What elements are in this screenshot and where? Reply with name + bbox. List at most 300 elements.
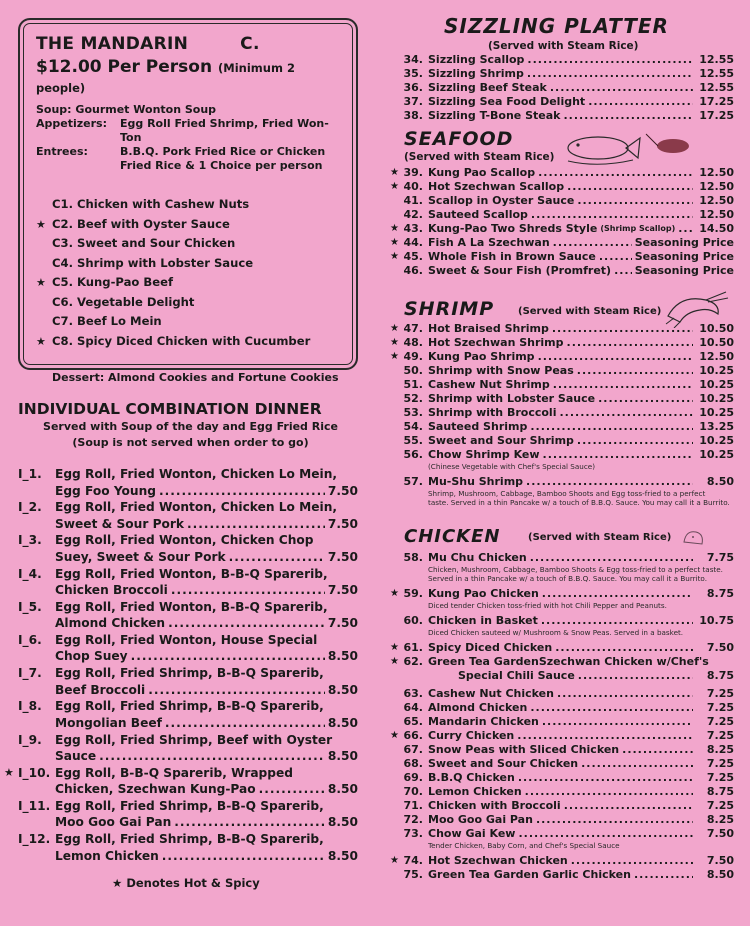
dot-leader [538, 166, 693, 180]
item-name: Mu-Shu Shrimp [428, 475, 524, 488]
item-price: 7.25 [706, 799, 734, 812]
combo-item [18, 532, 358, 565]
item-number-text: 56. [403, 448, 423, 461]
item-name: Green Tea Garden Garlic Chicken [428, 868, 631, 881]
item-price: 14.50 [699, 222, 734, 235]
dot-leader [530, 551, 693, 565]
combo-item [18, 831, 358, 864]
dot-leader [538, 350, 693, 364]
combo-number [18, 732, 42, 749]
dot-leader [543, 448, 693, 462]
dot-leader [530, 420, 693, 434]
combo-number [18, 532, 42, 549]
chicken-subtitle: (Served with Steam Rice) [528, 532, 672, 543]
item-price: 12.50 [699, 350, 734, 363]
item-name: Snow Peas with Sliced Chicken [428, 743, 620, 756]
item-number-text: 73. [403, 827, 423, 840]
item-price: 8.25 [706, 813, 734, 826]
dot-leader [678, 222, 693, 236]
chicken-menu-item [378, 757, 734, 771]
mandarin-choice-text: C8. Spicy Diced Chicken with Cucumber [52, 333, 311, 348]
item-price: 12.50 [699, 208, 734, 221]
combo-line-2 [55, 748, 358, 765]
item-name: Sauteed Scallop [428, 208, 528, 221]
combo-line-2 [55, 483, 358, 500]
combo-price: 7.50 [327, 516, 358, 531]
shrimp-menu-item [378, 392, 734, 406]
item-name: Hot Szechwan Chicken [428, 854, 568, 867]
item-note: (Shrimp Scallop) [600, 224, 676, 233]
item-number [378, 67, 428, 81]
item-name: Sweet and Sour Chicken [428, 757, 579, 770]
shrimp-menu-item [378, 378, 734, 392]
hot-spicy-star-icon: ★ [390, 855, 399, 866]
hot-spicy-star-icon: ★ [390, 730, 399, 741]
chicken-menu-item [378, 715, 734, 729]
mandarin-entrees-cont [36, 159, 346, 173]
item-name: Chicken in Basket [428, 614, 538, 627]
item-price: 10.25 [699, 406, 734, 419]
combo-number-text: I_9. [18, 732, 42, 747]
dot-leader [131, 648, 325, 665]
item-number [378, 757, 428, 771]
item-price: 10.25 [699, 392, 734, 405]
sizzling-menu-item [378, 53, 734, 67]
item-number [378, 655, 428, 669]
hot-spicy-star-icon: ★ [390, 351, 399, 362]
item-number-text: 41. [403, 194, 423, 207]
mandarin-choice-text: C4. Shrimp with Lobster Sauce [52, 255, 254, 270]
dot-leader [527, 53, 693, 67]
combo-price: 7.50 [327, 549, 358, 564]
appetizers-label: Appetizers: [36, 117, 107, 130]
combo-line-2-text: Mongolian Beef [55, 715, 162, 730]
item-number-text: 47. [403, 322, 423, 335]
combo-price: 8.50 [327, 848, 358, 863]
item-name: Hot Szechwan Scallop [428, 180, 565, 193]
item-number-text: 40. [403, 180, 423, 193]
combo-line-2-text: Lemon Chicken [55, 848, 159, 863]
mandarin-appetizers [36, 117, 346, 145]
item-number [378, 406, 428, 420]
combo-line-2-text: Egg Foo Young [55, 483, 156, 498]
item-number [378, 95, 428, 109]
item-number-text: 59. [403, 587, 423, 600]
item-name: Fish A La Szechwan [428, 236, 550, 249]
combo-line-2 [55, 848, 358, 865]
shrimp-title: SHRIMP [404, 298, 495, 320]
combo-item [18, 499, 358, 532]
combo-item [18, 466, 358, 499]
mandarin-special-box [18, 18, 358, 384]
combo-item [18, 698, 358, 731]
combo-line-1: Egg Roll, Fried Wonton, Chicken Chop [55, 533, 314, 548]
combo-number [18, 599, 42, 616]
item-number-text: 70. [403, 785, 423, 798]
mandarin-choice-item [36, 332, 346, 352]
item-name: Kung Pao Chicken [428, 587, 539, 600]
hot-spicy-star-icon: ★ [4, 765, 14, 779]
combo-list [4, 466, 358, 864]
item-number [378, 551, 428, 565]
item-name: Kung-Pao Two Shreds Style [428, 222, 598, 235]
appetizers-text: Egg Roll Fried Shrimp, Fried Won-Ton [120, 117, 329, 144]
item-price: 7.50 [706, 854, 734, 867]
combo-line-2-text: Beef Broccoli [55, 682, 146, 697]
seafood-menu-item [378, 180, 734, 194]
dot-leader [148, 682, 325, 699]
item-name: Shrimp with Lobster Sauce [428, 392, 596, 405]
item-number [378, 194, 428, 208]
item-name: Cashew Nut Chicken [428, 687, 554, 700]
combo-price: 8.50 [327, 782, 358, 797]
dot-leader [599, 250, 632, 264]
item-price: Seasoning Price [634, 264, 734, 277]
hot-spicy-star-icon: ★ [390, 642, 399, 653]
chicken-menu-item [378, 799, 734, 813]
item-price: 8.75 [706, 785, 734, 798]
combo-price: 8.50 [327, 715, 358, 730]
shrimp-menu-item [378, 434, 734, 448]
chicken-menu-item [378, 614, 734, 628]
item-price: Seasoning Price [634, 250, 734, 263]
item-number [378, 364, 428, 378]
combo-line-2-text: Sweet & Sour Pork [55, 516, 185, 531]
item-number [378, 392, 428, 406]
item-name: Mandarin Chicken [428, 715, 539, 728]
item-number [378, 701, 428, 715]
item-name: Shrimp with Broccoli [428, 406, 557, 419]
item-number-text: 66. [403, 729, 423, 742]
combo-line-2 [55, 715, 358, 732]
dot-leader [187, 516, 325, 533]
item-name: Chow Shrimp Kew [428, 448, 540, 461]
combo-line-2 [55, 781, 358, 798]
item-number-text: 52. [403, 392, 423, 405]
hot-spicy-legend: ★ Denotes Hot & Spicy [112, 876, 260, 890]
dot-leader [229, 549, 325, 566]
combo-item [4, 765, 358, 798]
combo-line-2 [55, 814, 358, 831]
item-number [378, 785, 428, 799]
item-name: Curry Chicken [428, 729, 515, 742]
combo-number [18, 466, 42, 483]
item-name: Kung Pao Shrimp [428, 350, 535, 363]
item-number-text: 45. [403, 250, 423, 263]
dot-leader [527, 67, 693, 81]
item-price: 13.25 [699, 420, 734, 433]
item-number [378, 641, 428, 655]
dot-leader [581, 757, 693, 771]
chicken-menu-item [378, 827, 734, 841]
entrees-text-2: Fried Rice & 1 Choice per person [120, 159, 323, 172]
sizzling-menu-item [378, 67, 734, 81]
combo-number-text: I_8. [18, 699, 42, 714]
mandarin-choice-item [36, 234, 346, 254]
item-price: 10.25 [699, 378, 734, 391]
item-name: Almond Chicken [428, 701, 528, 714]
dot-leader [559, 406, 693, 420]
combo-number [18, 665, 42, 682]
combo-number-text: I_3. [18, 533, 42, 548]
item-price: 10.25 [699, 364, 734, 377]
item-description: Shrimp, Mushroom, Cabbage, Bamboo Shoots and Egg toss-fried to a perfect [428, 489, 706, 498]
item-name: Sweet & Sour Fish (Promfret) [428, 264, 612, 277]
dot-leader [564, 799, 693, 813]
shrimp-menu-item [378, 406, 734, 420]
mandarin-price [36, 57, 346, 97]
mandarin-entrees [36, 145, 346, 159]
item-number-text: 72. [403, 813, 423, 826]
dot-leader [526, 475, 693, 489]
dot-leader [552, 322, 693, 336]
item-number [378, 434, 428, 448]
combo-line-2 [55, 682, 358, 699]
item-price: 17.25 [699, 109, 734, 122]
combo-line-2-text: Sauce [55, 749, 97, 763]
combo-title: INDIVIDUAL COMBINATION DINNER [18, 400, 322, 418]
item-price: 10.50 [699, 336, 734, 349]
chicken-icon [678, 524, 708, 550]
hot-spicy-star-icon: ★ [390, 251, 399, 262]
item-number-text: 62. [403, 655, 423, 668]
combo-number-text: I_4. [18, 566, 42, 581]
item-number [378, 81, 428, 95]
item-price: 7.25 [706, 729, 734, 742]
combo-line-2-text: Chicken Broccoli [55, 583, 168, 598]
combo-line-2-text: Chicken, Szechwan Kung-Pao [55, 782, 256, 797]
chicken-menu-item [378, 771, 734, 785]
dot-leader [555, 641, 693, 655]
item-price: 12.55 [699, 67, 734, 80]
entrees-label: Entrees: [36, 145, 88, 158]
item-price: 8.50 [706, 868, 734, 881]
item-number [378, 448, 428, 462]
item-number-text: 34. [403, 53, 423, 66]
chicken-menu-item [378, 551, 734, 565]
item-number-text: 46. [403, 264, 423, 277]
mandarin-choice-item [36, 195, 346, 215]
combo-line-1: Egg Roll, Fried Wonton, Chicken Lo Mein, [55, 467, 338, 481]
combo-price: 7.50 [327, 483, 358, 498]
item-number-text: 71. [403, 799, 423, 812]
item-name: Spicy Diced Chicken [428, 641, 553, 654]
hot-spicy-star-icon: ★ [390, 237, 399, 248]
chicken-menu-item [378, 587, 734, 601]
item-name: Sizzling Beef Steak [428, 81, 547, 94]
hot-spicy-star-icon: ★ [390, 323, 399, 334]
combo-item [18, 566, 358, 599]
item-name: Hot Braised Shrimp [428, 322, 549, 335]
seafood-menu-item [378, 250, 734, 264]
hot-spicy-star-icon: ★ [390, 588, 399, 599]
item-name: Green Tea GardenSzechwan Chicken w/Chef's [428, 655, 709, 668]
item-price: 10.25 [699, 434, 734, 447]
hot-spicy-star-icon: ★ [390, 656, 399, 667]
item-price: 8.75 [706, 587, 734, 600]
item-number-text: 43. [403, 222, 423, 235]
item-number [378, 336, 428, 350]
item-number-text: 35. [403, 67, 423, 80]
item-number-text: 50. [403, 364, 423, 377]
item-number-text: 54. [403, 420, 423, 433]
item-number-text: 57. [403, 475, 423, 488]
item-price: 8.25 [706, 743, 734, 756]
dot-leader [159, 483, 325, 500]
dot-leader [541, 614, 693, 628]
item-number-text: 67. [403, 743, 423, 756]
item-number [378, 350, 428, 364]
combo-number [18, 632, 42, 649]
item-number [378, 799, 428, 813]
mandarin-price-note: (Minimum 2 people) [36, 61, 295, 95]
item-number-text: 39. [403, 166, 423, 179]
dot-leader [553, 236, 632, 250]
shrimp-menu-item [378, 364, 734, 378]
item-number-text: 61. [403, 641, 423, 654]
item-number [378, 475, 428, 489]
dot-leader [99, 748, 325, 765]
item-number [378, 687, 428, 701]
combo-line-1: Egg Roll, Fried Wonton, Chicken Lo Mein, [55, 500, 338, 515]
item-price: 7.25 [706, 701, 734, 714]
item-number [378, 743, 428, 757]
combo-header [18, 400, 363, 450]
combo-line-2-text: Almond Chicken [55, 616, 166, 631]
combo-line-2 [55, 582, 358, 599]
item-number [378, 827, 428, 841]
seafood-menu-item [378, 208, 734, 222]
dot-leader [567, 336, 693, 350]
item-number [378, 587, 428, 601]
combo-line-1: Egg Roll, Fried Wonton, B-B-Q Sparerib, [55, 599, 328, 614]
item-number [378, 222, 428, 236]
combo-item [18, 632, 358, 665]
item-price: 7.25 [706, 757, 734, 770]
combo-price: 8.50 [327, 815, 358, 830]
mandarin-dessert: Dessert: Almond Cookies and Fortune Cookies [52, 371, 339, 384]
item-number [378, 715, 428, 729]
item-number [378, 180, 428, 194]
mandarin-choice-text: C7. Beef Lo Mein [52, 314, 162, 328]
item-number-text: 36. [403, 81, 423, 94]
combo-number [18, 566, 42, 583]
item-name: Sizzling T-Bone Steak [428, 109, 561, 122]
combo-line-2 [55, 615, 358, 632]
item-number [378, 378, 428, 392]
combo-line-2 [55, 549, 358, 566]
item-number-text: 64. [403, 701, 423, 714]
item-number-text: 48. [403, 336, 423, 349]
dot-leader [525, 785, 693, 799]
item-price: 7.50 [706, 827, 734, 840]
chicken-menu-item [378, 655, 734, 669]
sizzling-menu-item [378, 81, 734, 95]
combo-line-2-text: Suey, Sweet & Sour Pork [55, 549, 226, 564]
combo-line-2-text: Moo Goo Gai Pan [55, 815, 172, 830]
item-description: Diced Chicken sauteed w/ Mushroom & Snow Peas. Served in a basket. [428, 628, 684, 637]
combo-number [18, 499, 42, 516]
entrees-text-1: B.B.Q. Pork Fried Rice or Chicken [120, 145, 326, 158]
hot-spicy-star-icon: ★ [390, 167, 399, 178]
combo-subtitle-1: Served with Soup of the day and Egg Fried Rice [43, 420, 338, 433]
dot-leader [165, 715, 325, 732]
chicken-title: CHICKEN [404, 526, 501, 547]
seafood-subtitle: (Served with Steam Rice) [404, 151, 555, 163]
item-price: 7.50 [706, 641, 734, 654]
combo-number [4, 765, 51, 782]
item-number-text: 44. [403, 236, 423, 249]
dot-leader [162, 848, 325, 865]
item-price: 12.55 [699, 81, 734, 94]
combo-line-1: Egg Roll, Fried Shrimp, B-B-Q Sparerib, [55, 699, 324, 714]
dot-leader [563, 109, 693, 123]
seafood-title: SEAFOOD [404, 128, 514, 150]
seafood-menu-item [378, 166, 734, 180]
dot-leader [598, 392, 693, 406]
item-name: Sizzling Scallop [428, 53, 525, 66]
dot-leader [577, 364, 693, 378]
item-price: 10.75 [699, 614, 734, 627]
item-number [378, 420, 428, 434]
mandarin-price-value: $12.00 Per Person [36, 57, 213, 77]
item-number-text: 58. [403, 551, 423, 564]
seafood-list [378, 166, 734, 278]
item-price: 12.55 [699, 53, 734, 66]
item-description: Tender Chicken, Baby Corn, and Chef's Special Sauce [428, 841, 620, 850]
chicken-list [378, 551, 734, 882]
item-number [378, 868, 428, 882]
item-number-text: 38. [403, 109, 423, 122]
dot-leader [567, 180, 693, 194]
shrimp-menu-item [378, 322, 734, 336]
chicken-menu-item [378, 868, 734, 882]
hot-spicy-star-icon: ★ [390, 181, 399, 192]
shrimp-list [378, 322, 734, 511]
combo-line-1: Egg Roll, Fried Wonton, House Special [55, 632, 318, 647]
combo-line-2-text: Chop Suey [55, 649, 128, 664]
item-number-text: 42. [403, 208, 423, 221]
mandarin-title [36, 34, 346, 54]
shrimp-menu-item [378, 475, 734, 489]
combo-line-1: Egg Roll, Fried Wonton, B-B-Q Sparerib, [55, 566, 328, 581]
combo-price: 8.50 [327, 749, 358, 763]
combo-line-1: Egg Roll, Fried Shrimp, Beef with Oyster [55, 732, 333, 747]
item-name: Sweet and Sour Shrimp [428, 434, 574, 447]
dot-leader [588, 95, 693, 109]
item-number [378, 109, 428, 123]
fish-icon [558, 128, 698, 168]
combo-item [18, 599, 358, 632]
chicken-menu-item [378, 785, 734, 799]
item-price: 7.25 [706, 687, 734, 700]
sizzling-list [378, 53, 734, 123]
combo-item [18, 732, 358, 765]
item-number [378, 614, 428, 628]
shrimp-menu-item [378, 350, 734, 364]
combo-price: 8.50 [327, 649, 358, 664]
item-price: 12.50 [699, 166, 734, 179]
shrimp-menu-item [378, 336, 734, 350]
shrimp-menu-item [378, 448, 734, 462]
dot-leader [614, 264, 632, 278]
dot-leader [557, 687, 693, 701]
shrimp-subtitle: (Served with Steam Rice) [518, 306, 662, 317]
dot-leader [571, 854, 693, 868]
item-name: B.B.Q Chicken [428, 771, 515, 784]
item-number-text: 53. [403, 406, 423, 419]
combo-number-text: I_6. [18, 632, 42, 647]
